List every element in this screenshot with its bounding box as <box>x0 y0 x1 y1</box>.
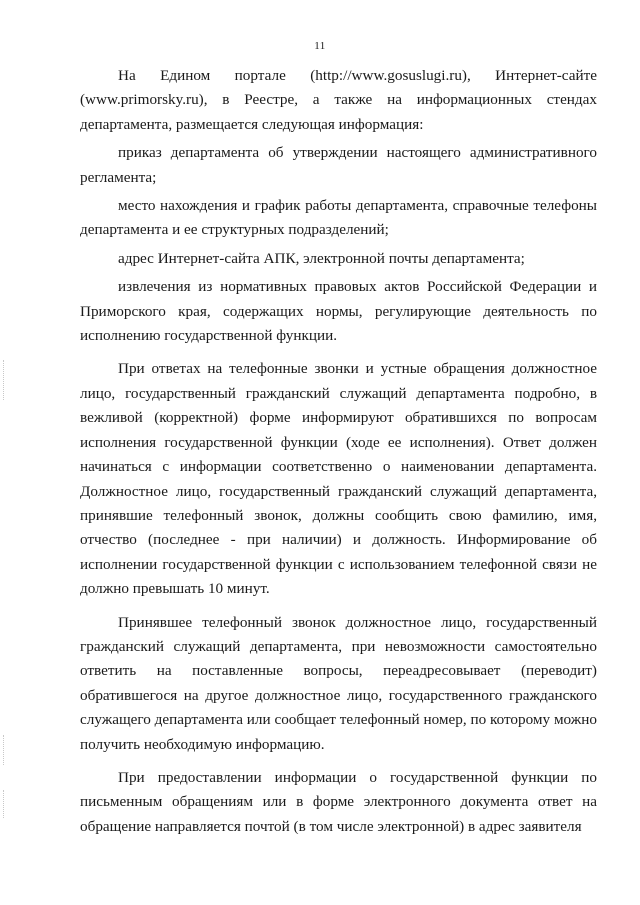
list-item-website: адрес Интернет-сайта АПК, электронной почты департамента; <box>118 249 525 267</box>
scan-margin-mark <box>3 360 6 400</box>
list-item-order: приказ департамента об утверждении настоящего административного регламента; <box>80 144 597 186</box>
scan-margin-mark <box>3 735 6 765</box>
scan-margin-mark <box>3 790 6 818</box>
paragraph-call-forwarding: Принявшее телефонный звонок должностное лицо, государственный гражданский служащий департамента, при невозможности самостоятельно ответить на поставленные вопросы, переадресовывает (переводит) обратившегося на другое должностное лицо, государственного гражданского служащего департамента или сообщает телефонный номер, по которому можно получить необходимую информацию. <box>80 613 597 753</box>
paragraph-written-requests: При предоставлении информации о государственной функции по письменным обращениям или в форме электронного документа ответ на обращение направляется почтой (в том числе электронной) в адрес заявителя <box>80 768 597 835</box>
list-item-location: место нахождения и график работы департамента, справочные телефоны департамента и ее структурных подразделений; <box>80 197 597 239</box>
document-body <box>80 64 597 839</box>
paragraph-phone-answers: При ответах на телефонные звонки и устные обращения должностное лицо, государственный гражданский служащий департамента подробно, в вежливой (корректной) форме информируют обратившихся по вопросам исполнения государственной функции (ходе ее исполнения). Ответ должен начинаться с информации соответственно о наименовании департамента. Должностное лицо, государственный гражданский служащий департамента, принявшие телефонный звонок, должны сообщить свою фамилию, имя, отчество (последнее - при наличии) и должность. Информирование об исполнении государственной функции с использованием телефонной связи не должно превышать 10 минут. <box>80 360 597 598</box>
list-item-legal-extracts: извлечения из нормативных правовых актов Российской Федерации и Приморского края, содержащих нормы, регулирующие деятельность по исполнению государственной функции. <box>80 278 597 345</box>
paragraph-intro: На Едином портале (http://www.gosuslugi.ru), Интернет-сайте (www.primorsky.ru), в Реестре, а также на информационных стендах департамента, размещается следующая информация: <box>80 67 597 133</box>
page-number: 11 <box>314 40 326 52</box>
